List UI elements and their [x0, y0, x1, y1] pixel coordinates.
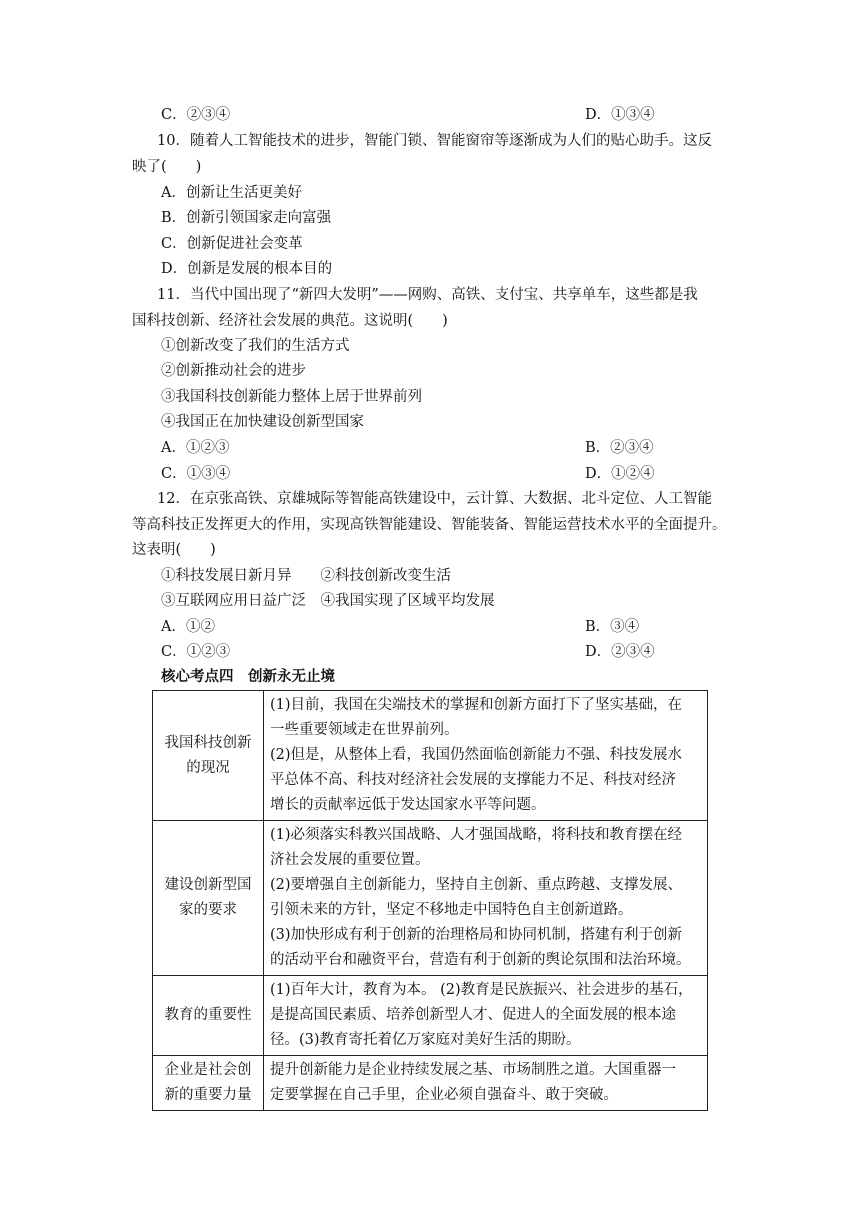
- row-head: [153, 691, 264, 821]
- row-body-line: 平总体不高、科技对经济社会发展的支撑能力不足、科技对经济: [270, 772, 676, 788]
- row-body-line: (1)百年大计，教育为本。 (2)教育是民族振兴、社会进步的基石，: [270, 982, 693, 998]
- row-head: [153, 821, 264, 976]
- row-body-line: 定要掌握在自己手里，企业必须自强奋斗、敢于突破。: [270, 1087, 618, 1103]
- q11-statement-2: ②创新推动社会的进步: [161, 363, 306, 379]
- row-body-line: 的活动平台和融资平台，营造有利于创新的舆论氛围和法治环境。: [270, 952, 691, 968]
- row-head-line: 教育的重要性: [164, 1007, 252, 1023]
- row-body-line: 是提高国民素质、培养创新型人才、促进人的全面发展的根本途: [270, 1007, 676, 1023]
- q12-option-d: D．②③④: [585, 644, 655, 660]
- row-body-line: 增长的贡献率远低于发达国家水平等问题。: [270, 797, 546, 813]
- table-row: [153, 691, 708, 821]
- table-row: [153, 976, 708, 1056]
- row-body-line: (2)要增强自主创新能力，坚持自主创新、重点跨越、支撑发展、: [270, 877, 683, 893]
- q11-stem-line1: 11．当代中国出现了“新四大发明”——网购、高铁、支付宝、共享单车，这些都是我: [157, 287, 698, 303]
- row-body-line: (3)加快形成有利于创新的治理格局和协同机制，搭建有利于创新: [270, 927, 683, 943]
- core-points-table: [152, 690, 708, 1111]
- q11-statement-1: ①创新改变了我们的生活方式: [161, 338, 350, 354]
- q10-option-b: B．创新引领国家走向富强: [161, 210, 332, 226]
- row-head: [153, 976, 264, 1056]
- row-body-line: 一些重要领域走在世界前列。: [270, 722, 459, 738]
- q10-stem-line1: 10．随着人工智能技术的进步，智能门锁、智能窗帘等逐渐成为人们的贴心助手。这反: [157, 133, 712, 149]
- q11-stem-line2: 国科技创新、经济社会发展的典范。这说明( ): [132, 313, 448, 329]
- row-head-line: 建设创新型国: [164, 877, 252, 893]
- q12-option-a: A．①②: [161, 619, 215, 635]
- q12-stem-line1: 12．在京张高铁、京雄城际等智能高铁建设中，云计算、大数据、北斗定位、人工智能: [157, 491, 712, 507]
- q10-option-d: D．创新是发展的根本目的: [161, 261, 333, 277]
- row-body: [264, 1056, 708, 1111]
- q9-option-c: C．②③④: [161, 107, 231, 123]
- row-body-line: 济社会发展的重要位置。: [270, 852, 430, 868]
- q12-stem-line2: 等高科技正发挥更大的作用，实现高铁智能建设、智能装备、智能运营技术水平的全面提升。: [132, 517, 727, 533]
- q11-option-c: C．①③④: [161, 466, 231, 482]
- q11-statement-4: ④我国正在加快建设创新型国家: [161, 414, 364, 430]
- q10-option-a: A．创新让生活更美好: [161, 185, 302, 201]
- row-head-line: 的现况: [186, 759, 230, 776]
- row-body: [264, 976, 708, 1056]
- q12-stem-line3: 这表明( ): [132, 542, 216, 558]
- section-title: 核心考点四 创新永无止境: [161, 668, 335, 685]
- row-body-line: (1)目前，我国在尖端技术的掌握和创新方面打下了坚实基础，在: [270, 697, 683, 713]
- row-body: [264, 821, 708, 976]
- row-body-line: (1)必须落实科教兴国战略、人才强国战略，将科技和教育摆在经: [270, 827, 683, 843]
- table-row: [153, 821, 708, 976]
- row-body-line: 径。(3)教育寄托着亿万家庭对美好生活的期盼。: [270, 1032, 581, 1048]
- q11-option-d: D．①②④: [585, 466, 655, 482]
- row-head-line: 家的要求: [179, 902, 237, 918]
- q12-option-c: C．①②③: [161, 644, 231, 660]
- q12-statements-3-4: ③互联网应用日益广泛 ④我国实现了区域平均发展: [161, 593, 495, 609]
- row-body: [264, 691, 708, 821]
- q11-statement-3: ③我国科技创新能力整体上居于世界前列: [161, 389, 422, 405]
- row-body-line: (2)但是，从整体上看，我国仍然面临创新能力不强、科技发展水: [270, 747, 683, 763]
- q11-option-a: A．①②③: [161, 440, 230, 456]
- q12-option-b: B．③④: [585, 619, 640, 635]
- table-row: [153, 1056, 708, 1111]
- q10-stem-line2: 映了( ): [132, 159, 202, 175]
- row-head: [153, 1056, 264, 1111]
- q10-option-c: C．创新促进社会变革: [161, 236, 303, 252]
- q11-option-b: B．②③④: [585, 440, 654, 456]
- row-head-line: 我国科技创新: [164, 734, 252, 751]
- row-body-line: 提升创新能力是企业持续发展之基、市场制胜之道。大国重器一: [270, 1062, 676, 1078]
- row-body-line: 引领未来的方针，坚定不移地走中国特色自主创新道路。: [270, 902, 633, 918]
- q9-option-d: D．①③④: [585, 107, 655, 123]
- row-head-line: 新的重要力量: [164, 1087, 252, 1103]
- q12-statements-1-2: ①科技发展日新月异 ②科技创新改变生活: [161, 568, 451, 584]
- row-head-line: 企业是社会创: [164, 1062, 252, 1078]
